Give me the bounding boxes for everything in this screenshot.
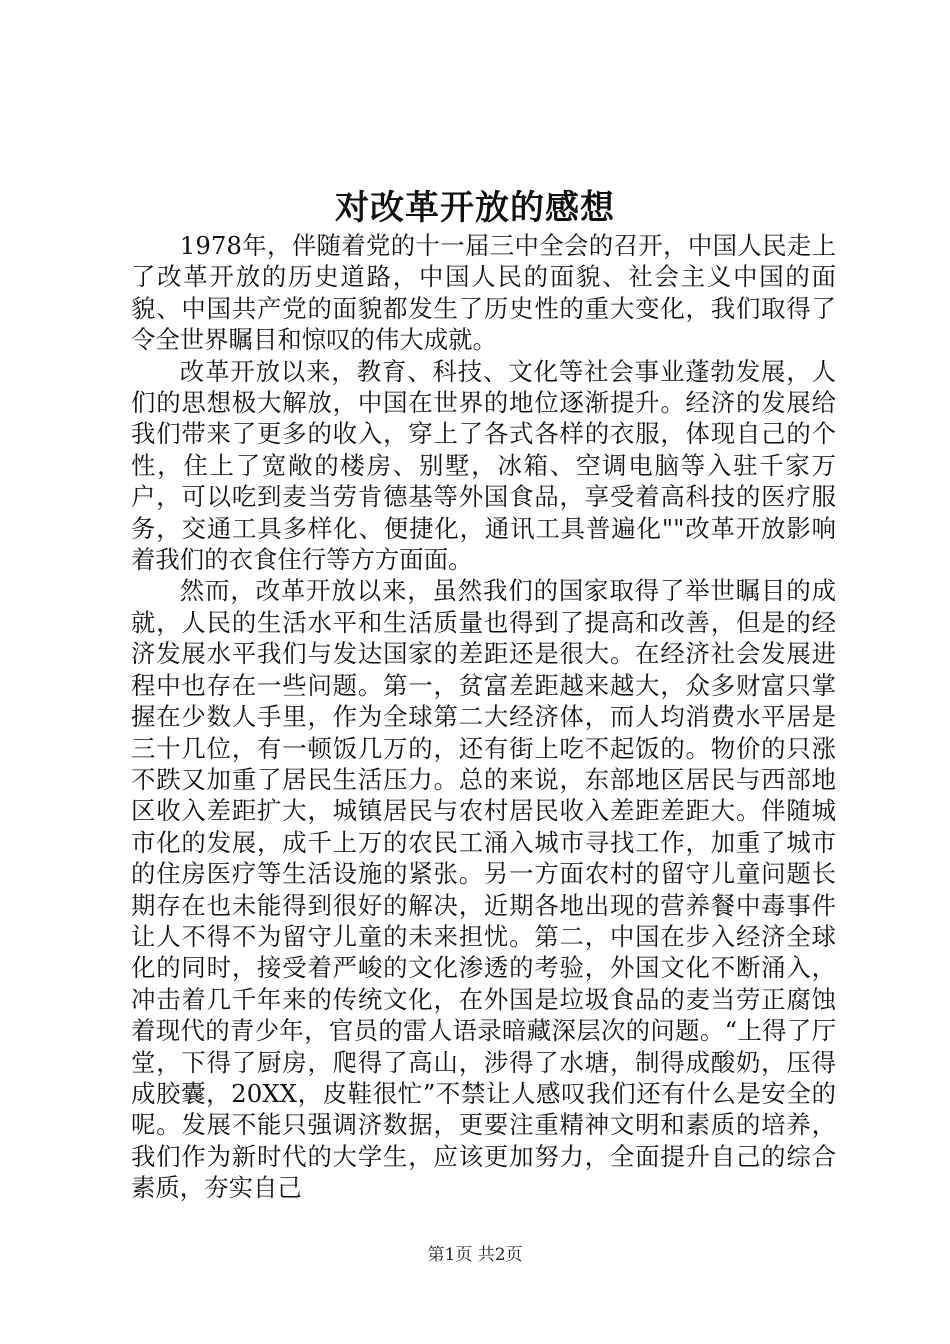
- document-title: 对改革开放的感想: [335, 188, 615, 228]
- paragraph-3: 然而，改革开放以来，虽然我们的国家取得了举世瞩目的成就，人民的生活水平和生活质量也得到了提高和改善，但是的经济发展水平我们与发达国家的差距还是很大。在经济社会发展进程中也存在一些问题。第一，贫富差距越来越大，众多财富只掌握在少数人手里，作为全球第二大经济体，而人均消费水平居是三十几位，有一顿饭几万的，还有街上吃不起饭的。物价的只涨不跌又加重了居民生活压力。总的来说，东部地区居民与西部地区收入差距扩大，城镇居民与农村居民收入差距差距大。伴随城市化的发展，成千上万的农民工涌入城市寻找工作，加重了城市的住房医疗等生活设施的紧张。另一方面农村的留守儿童问题长期存在也未能得到很好的解决，近期各地出现的营养餐中毒事件让人不得不为留守儿童的未来担忧。第二，中国在步入经济全球化的同时，接受着严峻的文化渗透的考验，外国文化不断涌入，冲击着几千年来的传统文化，在外国是垃圾食品的麦当劳正腐蚀着现代的青少年，官员的雷人语录暗藏深层次的问题。“上得了厅堂，下得了厨房，爬得了高山，涉得了水塘，制得成酸奶，压得成胶囊，20XX，皮鞋很忙”不禁让人感叹我们还有什么是安全的呢。发展不能只强调济数据，更要注重精神文明和素质的培养，我们作为新时代的大学生，应该更加努力，全面提升自己的综合素质，夯实自己: [131, 576, 836, 1203]
- page-number-footer: 第1页 共2页: [427, 1245, 523, 1265]
- document-body: [131, 230, 836, 1204]
- paragraph-2: 改革开放以来，教育、科技、文化等社会事业蓬勃发展，人们的思想极大解放，中国在世界的地位逐渐提升。经济的发展给我们带来了更多的收入，穿上了各式各样的衣服，体现自己的个性，住上了宽敞的楼房、别墅，冰箱、空调电脑等入驻千家万户，可以吃到麦当劳肯德基等外国食品，享受着高科技的医疗服务，交通工具多样化、便捷化，通讯工具普遍化""改革开放影响着我们的衣食住行等方方面面。: [131, 356, 836, 575]
- paragraph-1: 1978年，伴随着党的十一届三中全会的召开，中国人民走上了改革开放的历史道路，中国人民的面貌、社会主义中国的面貌、中国共产党的面貌都发生了历史性的重大变化，我们取得了令全世界瞩目和惊叹的伟大成就。: [131, 231, 836, 355]
